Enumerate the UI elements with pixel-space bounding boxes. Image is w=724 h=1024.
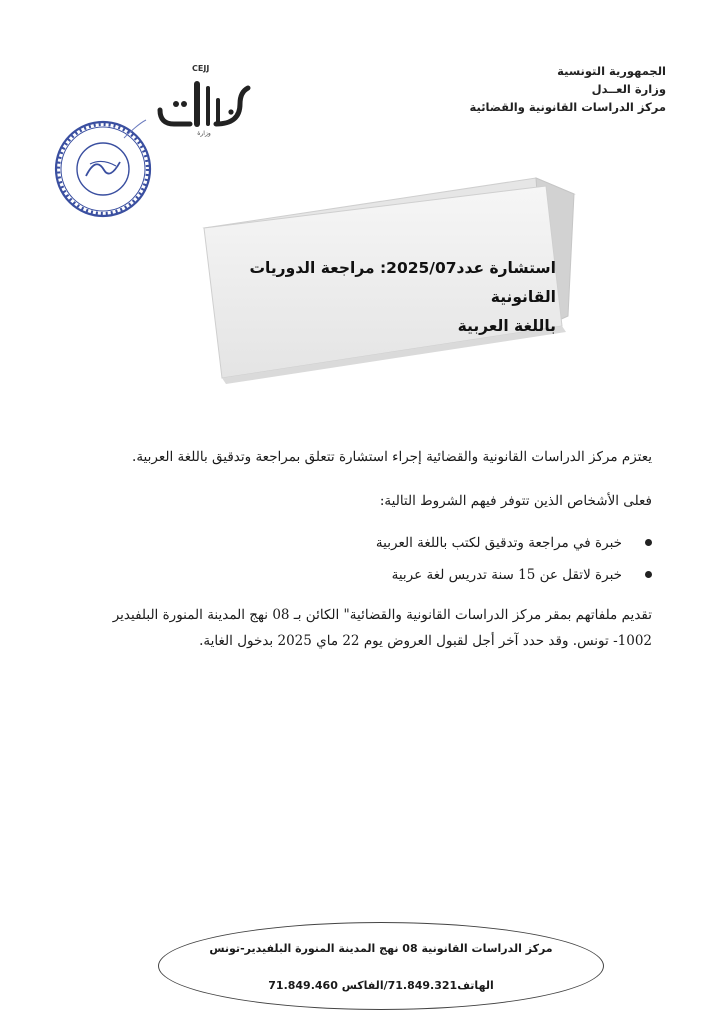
- condition-item: [92, 532, 652, 554]
- document-body: [92, 446, 652, 654]
- condition-item: [92, 564, 652, 586]
- letterhead: [470, 62, 666, 116]
- consultation-title: [226, 254, 556, 341]
- intro-paragraph: يعتزم مركز الدراسات القانونية والقضائية إجراء استشارة تتعلق بمراجعة وتدقيق باللغة العربية.: [132, 449, 652, 465]
- bullet-icon: [645, 571, 652, 578]
- bullet-icon: [645, 539, 652, 546]
- submission-paragraph: تقديم ملفاتهم بمقر مركز الدراسات القانونية والقضائية" الكائن بـ 08 نهج المدينة المنورة البلفيدير 1002- تونس. وقد حدد آخر أجل لقبول العروض يوم 22 ماي 2025 بدخول الغاية.: [112, 607, 652, 649]
- letterhead-republic: الجمهورية التونسية: [557, 64, 666, 78]
- official-seal: [52, 118, 154, 220]
- conditions-lead: فعلى الأشخاص الذين تتوفر فيهم الشروط التالية:: [379, 493, 652, 509]
- letterhead-center: مركز الدراسات القانونية والقضائية: [469, 100, 666, 114]
- consultation-title-line1: استشارة عدد2025/07: مراجعة الدوريات القانونية: [249, 259, 556, 306]
- title-banner: [196, 176, 580, 386]
- footer-phone-fax: الهاتف71.849.321/الفاكس 71.849.460: [268, 979, 494, 992]
- condition-text: خبرة لاتقل عن 15 سنة تدريس لغة عربية: [391, 567, 622, 583]
- cejj-logo: [152, 58, 256, 138]
- consultation-title-line2: باللغة العربية: [457, 317, 556, 335]
- conditions-list: [92, 532, 652, 586]
- condition-text: خبرة في مراجعة وتدقيق لكتب باللغة العربية: [375, 535, 622, 551]
- footer-contact: [158, 922, 604, 1010]
- footer-address: مركز الدراسات القانونية 08 نهج المدينة المنورة البلفيدير-تونس: [209, 942, 553, 955]
- letterhead-ministry: وزارة العــدل: [591, 82, 666, 96]
- logo-caption: وزارة: [197, 130, 211, 137]
- logo-acronym: CEJJ: [192, 64, 210, 73]
